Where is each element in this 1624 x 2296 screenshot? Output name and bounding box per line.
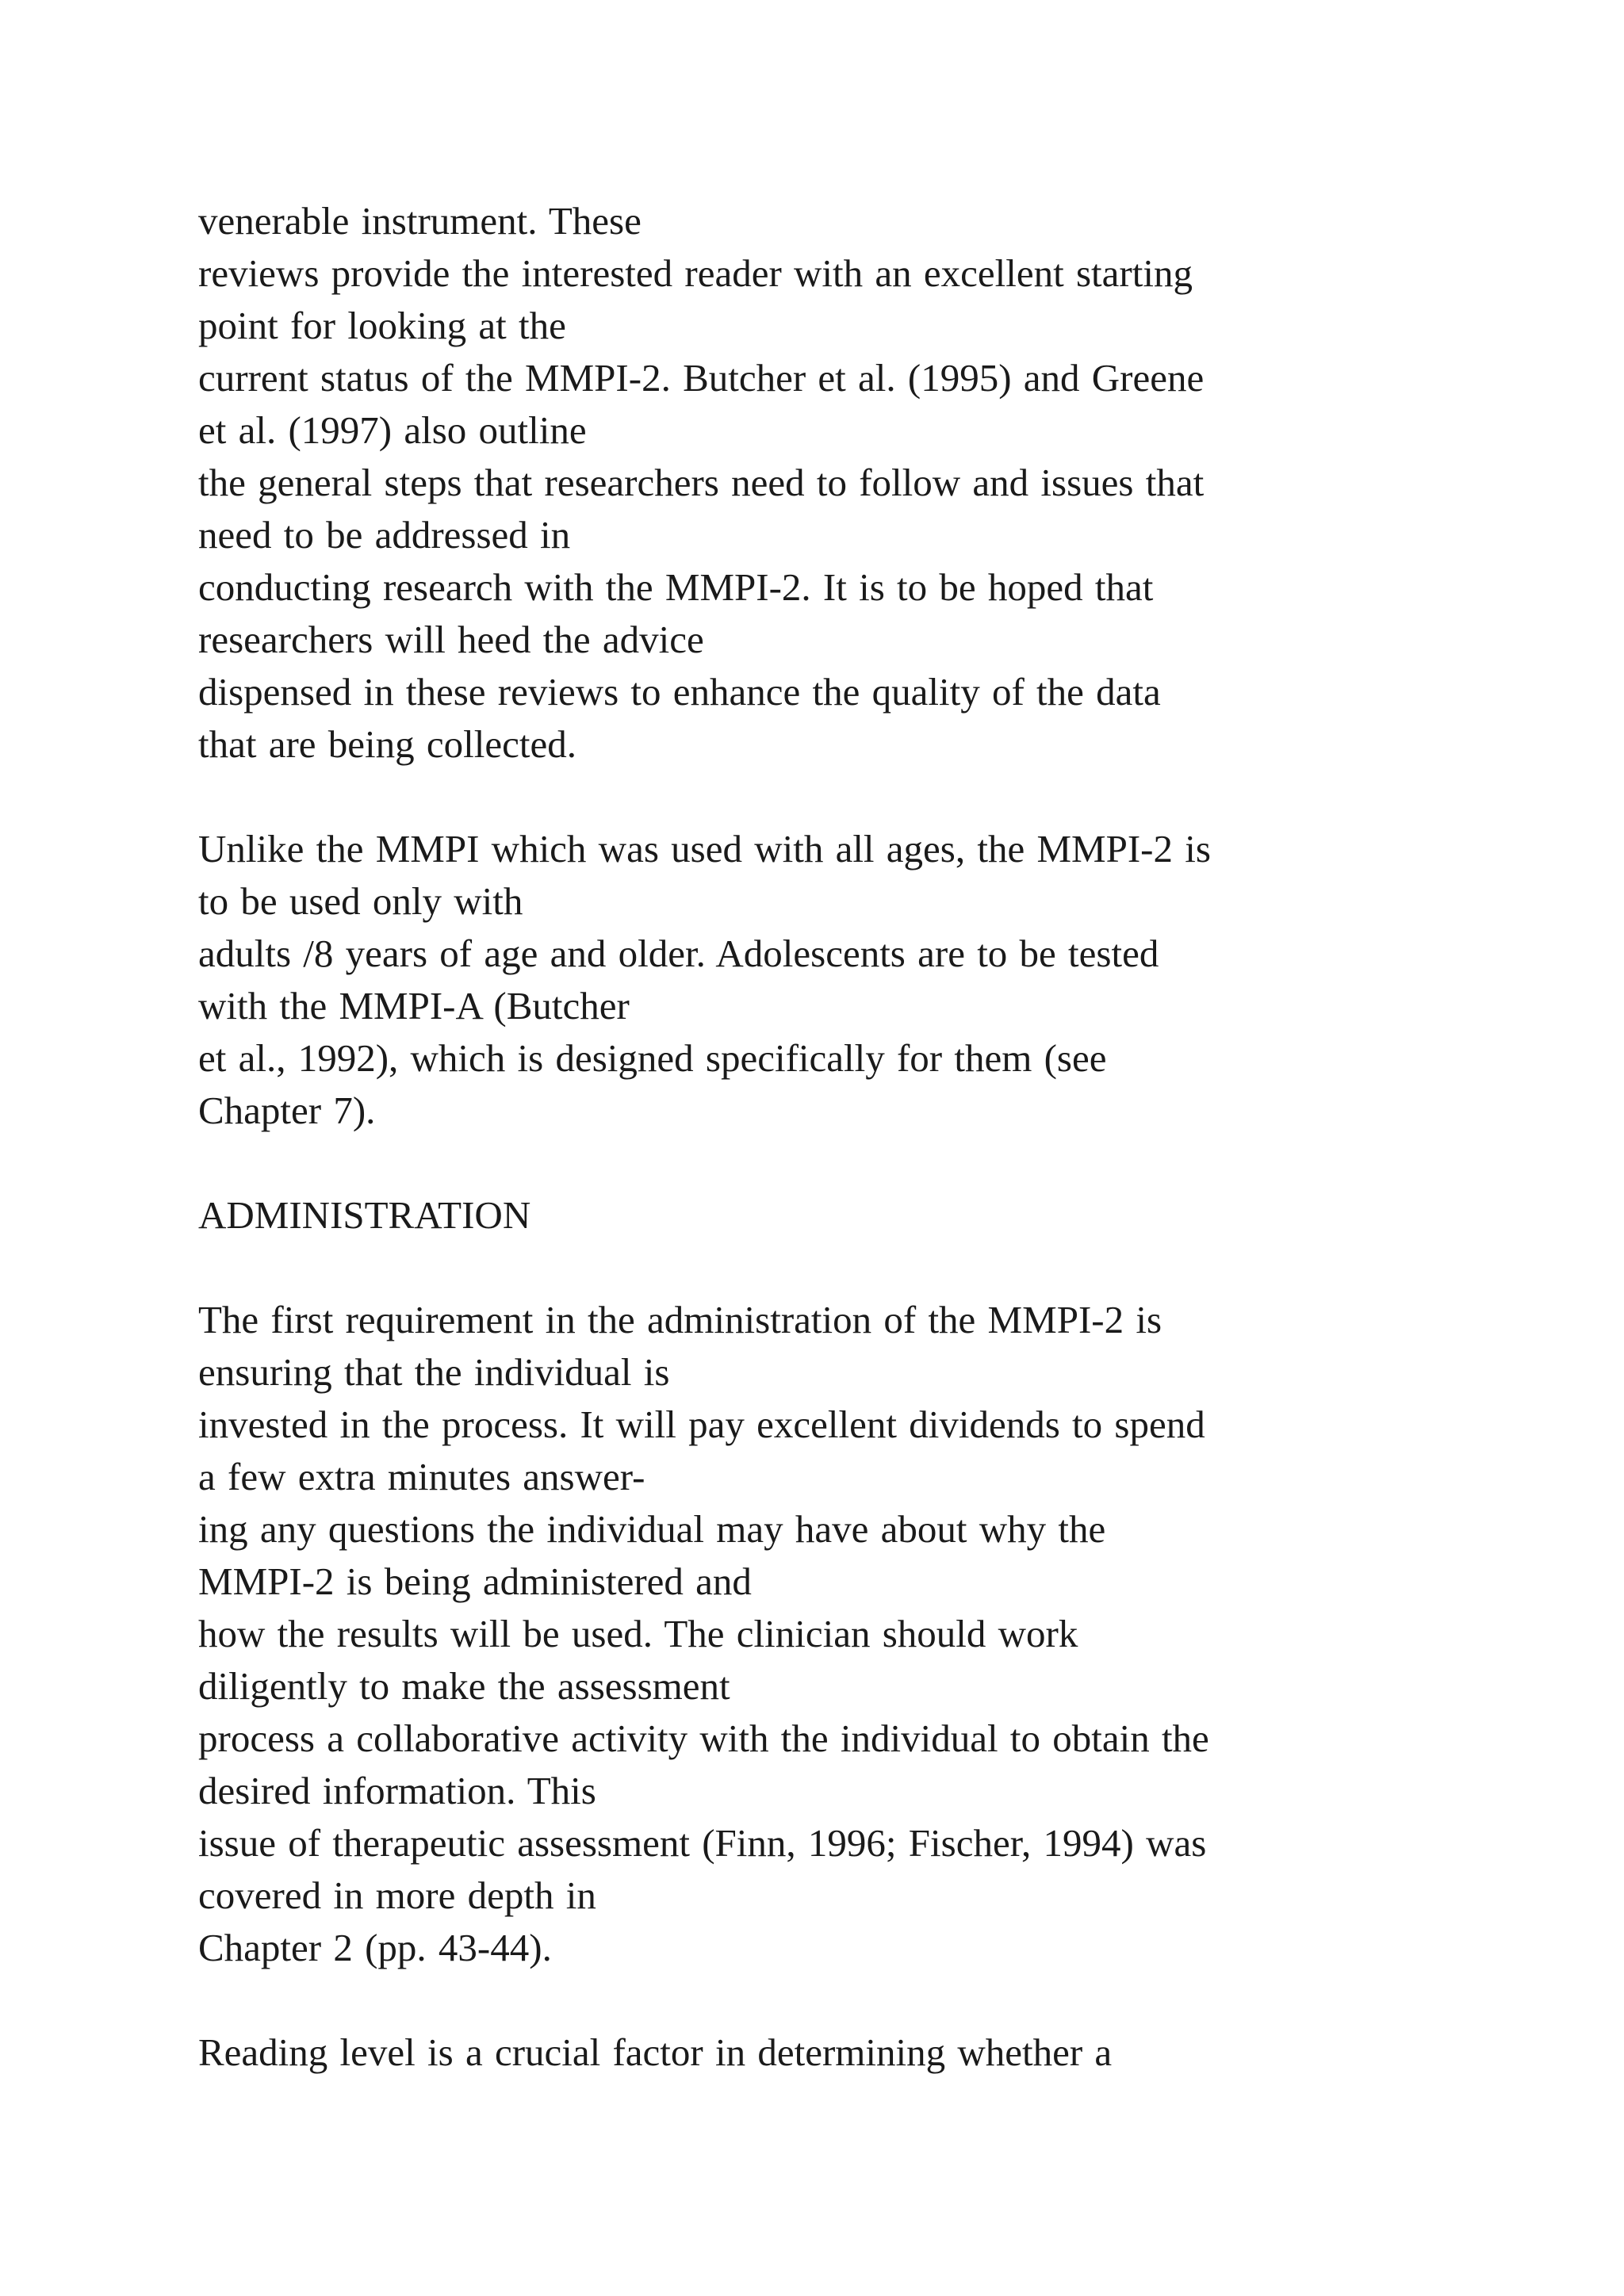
text-line: et al., 1992), which is designed specifically for them (see <box>198 1036 1107 1080</box>
text-line: researchers will heed the advice <box>198 618 704 661</box>
text-line: ing any questions the individual may have about why the <box>198 1507 1106 1551</box>
text-line: Chapter 2 (pp. 43-44). <box>198 1926 552 1969</box>
text-line: current status of the MMPI-2. Butcher et al. (1995) and Greene <box>198 356 1205 400</box>
text-line: Chapter 7). <box>198 1089 376 1132</box>
text-line: diligently to make the assessment <box>198 1664 730 1708</box>
text-line: point for looking at the <box>198 304 566 347</box>
text-line: The first requirement in the administration of the MMPI-2 is <box>198 1298 1162 1341</box>
text-line: ensuring that the individual is <box>198 1350 670 1394</box>
text-line: Reading level is a crucial factor in determining whether a <box>198 2030 1113 2074</box>
paragraph-gap <box>198 1242 1499 1294</box>
text-line: desired information. This <box>198 1769 596 1812</box>
text-line: issue of therapeutic assessment (Finn, 1996; Fischer, 1994) was <box>198 1821 1207 1865</box>
text-line: need to be addressed in <box>198 513 571 557</box>
text-line: MMPI-2 is being administered and <box>198 1559 752 1603</box>
paragraph-gap <box>198 1974 1499 2026</box>
text-line: the general steps that researchers need to follow and issues that <box>198 461 1205 504</box>
text-line: covered in more depth in <box>198 1873 596 1917</box>
text-line: et al. (1997) also outline <box>198 408 587 452</box>
text-line: with the MMPI-A (Butcher <box>198 984 630 1027</box>
text-line: Unlike the MMPI which was used with all ages, the MMPI-2 is <box>198 827 1211 871</box>
text-line: a few extra minutes answer- <box>198 1455 645 1498</box>
section-heading: ADMINISTRATION <box>198 1193 531 1237</box>
text-line: reviews provide the interested reader with an excellent starting <box>198 251 1193 295</box>
text-line: invested in the process. It will pay excellent dividends to spend <box>198 1402 1205 1446</box>
text-line: dispensed in these reviews to enhance the quality of the data <box>198 670 1161 714</box>
text-line: venerable instrument. These <box>198 199 642 243</box>
text-line: how the results will be used. The clinician should work <box>198 1612 1078 1655</box>
paragraph-gap <box>198 1137 1499 1189</box>
text-line: to be used only with <box>198 879 523 923</box>
text-line: conducting research with the MMPI-2. It is to be hoped that <box>198 565 1154 609</box>
text-line: adults /8 years of age and older. Adolescents are to be tested <box>198 932 1159 975</box>
text-line: that are being collected. <box>198 722 576 766</box>
paragraph-gap <box>198 771 1499 823</box>
document-body <box>198 195 1499 2079</box>
text-line: process a collaborative activity with the individual to obtain the <box>198 1716 1209 1760</box>
